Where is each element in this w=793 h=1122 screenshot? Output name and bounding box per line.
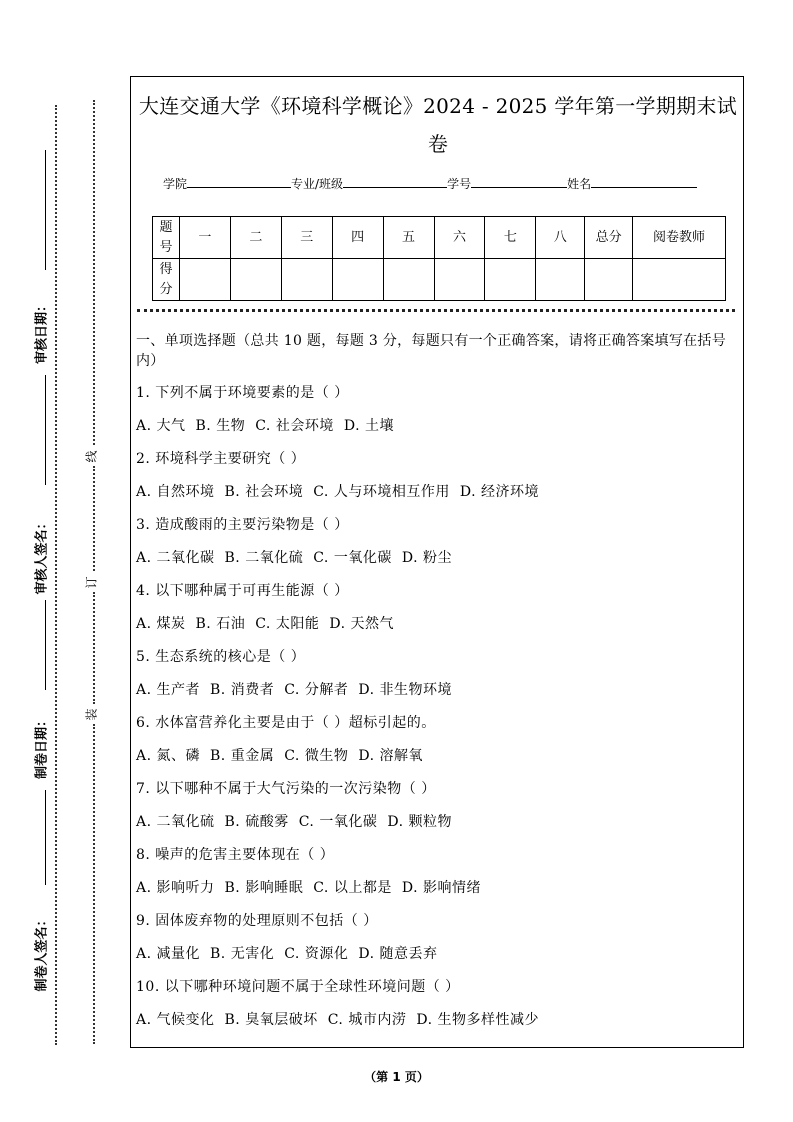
option-a: A. 生产者	[136, 682, 201, 698]
option-c: C. 一氧化碳	[298, 814, 378, 830]
question-8: 8. 噪声的危害主要体现在（ ）	[136, 847, 335, 863]
score-cell[interactable]	[230, 259, 281, 301]
question-10-options	[136, 1010, 738, 1043]
option-d: D. 土壤	[343, 418, 394, 434]
score-header-cell: 题号	[153, 217, 180, 259]
option-d: D. 生物多样性减少	[416, 1012, 539, 1028]
option-a: A. 气候变化	[136, 1012, 215, 1028]
exam-frame	[130, 76, 744, 1048]
option-a: A. 煤炭	[136, 616, 186, 632]
score-header-cell: 五	[383, 217, 434, 259]
margin-line	[45, 790, 46, 885]
binding-dotted-line	[93, 466, 95, 571]
option-d: D. 颗粒物	[387, 814, 452, 830]
option-c: C. 以上都是	[313, 880, 392, 896]
question-6: 6. 水体富营养化主要是由于（ ）超标引起的。	[136, 715, 436, 731]
score-header-cell: 四	[332, 217, 383, 259]
exam-title-line1: 大连交通大学《环境科学概论》2024 - 2025 学年第一学期期末试	[138, 94, 738, 118]
score-header-cell: 七	[485, 217, 536, 259]
option-d: D. 溶解氧	[358, 748, 423, 764]
paper-maker-signature-label: 制卷人签名：	[34, 913, 50, 992]
score-cell[interactable]	[585, 259, 633, 301]
binding-dotted-line	[93, 100, 95, 445]
page-number: （第 1 页）	[364, 1070, 429, 1084]
major-class-blank[interactable]	[343, 175, 447, 188]
option-c: C. 一氧化碳	[313, 550, 392, 566]
question-2: 2. 环境科学主要研究（ ）	[136, 451, 306, 467]
name-blank[interactable]	[591, 175, 697, 188]
question-1-options	[136, 416, 738, 449]
question-3: 3. 造成酸雨的主要污染物是（ ）	[136, 517, 349, 533]
score-cell[interactable]	[434, 259, 485, 301]
exam-title-line2: 卷	[427, 132, 449, 156]
option-a: A. 氮、磷	[136, 748, 201, 764]
score-table-header-row	[153, 217, 726, 259]
review-date-label: 审核日期：	[34, 299, 50, 365]
score-header-cell: 一	[179, 217, 230, 259]
question-4-options	[136, 614, 738, 647]
option-a: A. 大气	[136, 418, 186, 434]
question-3-options	[136, 548, 738, 581]
binding-char-xian: 线	[84, 450, 99, 463]
student-info-row	[163, 175, 697, 192]
question-5: 5. 生态系统的核心是（ ）	[136, 649, 306, 665]
question-10: 10. 以下哪种环境问题不属于全球性环境问题（ ）	[136, 979, 460, 995]
separator-dotted-line	[137, 309, 735, 312]
option-d: D. 粉尘	[401, 550, 452, 566]
student-id-blank[interactable]	[471, 175, 567, 188]
option-a: A. 自然环境	[136, 484, 215, 500]
option-a: A. 减量化	[136, 946, 201, 962]
score-cell[interactable]	[633, 259, 726, 301]
option-b: B. 影响睡眠	[224, 880, 304, 896]
option-c: C. 微生物	[284, 748, 349, 764]
question-7: 7. 以下哪种不属于大气污染的一次污染物（ ）	[136, 781, 436, 797]
option-c: C. 资源化	[284, 946, 349, 962]
option-b: B. 社会环境	[224, 484, 304, 500]
option-b: B. 消费者	[210, 682, 275, 698]
question-7-options	[136, 812, 738, 845]
section-title: 一、单项选择题（总共 10 题，每题 3 分，每题只有一个正确答案，请将正确答案填写在括号内）	[136, 333, 727, 369]
option-b: B. 硫酸雾	[224, 814, 289, 830]
score-cell[interactable]	[179, 259, 230, 301]
option-c: C. 城市内涝	[327, 1012, 407, 1028]
score-header-cell: 阅卷教师	[633, 217, 726, 259]
option-a: A. 影响听力	[136, 880, 215, 896]
binding-char-zhuang: 装	[84, 708, 99, 721]
exam-title	[131, 87, 745, 163]
option-b: B. 臭氧层破坏	[224, 1012, 318, 1028]
score-row-label: 得分	[153, 259, 180, 301]
margin-dotted-line	[55, 105, 57, 1045]
score-table-score-row	[153, 259, 726, 301]
option-b: B. 无害化	[210, 946, 275, 962]
margin-line	[45, 600, 46, 690]
margin-line	[45, 150, 46, 270]
college-label: 学院	[163, 177, 188, 191]
option-c: C. 太阳能	[255, 616, 320, 632]
option-c: C. 人与环境相互作用	[313, 484, 450, 500]
binding-char-ding: 订	[84, 576, 99, 589]
reviewer-signature-label: 审核人签名：	[34, 516, 50, 595]
binding-dotted-line	[93, 592, 95, 704]
question-8-options	[136, 878, 738, 911]
name-label: 姓名	[567, 177, 592, 191]
option-c: C. 社会环境	[255, 418, 334, 434]
paper-date-label: 制卷日期：	[34, 714, 50, 780]
option-c: C. 分解者	[284, 682, 349, 698]
question-1: 1. 下列不属于环境要素的是（ ）	[136, 385, 349, 401]
student-id-label: 学号	[447, 177, 472, 191]
question-9-options	[136, 944, 738, 977]
option-d: D. 经济环境	[459, 484, 539, 500]
option-b: B. 重金属	[210, 748, 275, 764]
question-4: 4. 以下哪种属于可再生能源（ ）	[136, 583, 349, 599]
question-6-options	[136, 746, 738, 779]
score-header-cell: 二	[230, 217, 281, 259]
score-header-cell: 总分	[585, 217, 633, 259]
score-cell[interactable]	[383, 259, 434, 301]
option-b: B. 生物	[195, 418, 246, 434]
question-2-options	[136, 482, 738, 515]
score-cell[interactable]	[332, 259, 383, 301]
score-cell[interactable]	[536, 259, 585, 301]
questions-section	[136, 331, 738, 1043]
score-table	[152, 216, 726, 301]
score-header-cell: 三	[281, 217, 332, 259]
option-b: B. 二氧化硫	[224, 550, 304, 566]
score-cell[interactable]	[485, 259, 536, 301]
option-d: D. 天然气	[329, 616, 394, 632]
question-9: 9. 固体废弃物的处理原则不包括（ ）	[136, 913, 378, 929]
option-d: D. 非生物环境	[358, 682, 452, 698]
option-d: D. 随意丢弃	[358, 946, 438, 962]
option-a: A. 二氧化硫	[136, 814, 215, 830]
option-b: B. 石油	[195, 616, 246, 632]
binding-dotted-line	[93, 724, 95, 1044]
score-header-cell: 六	[434, 217, 485, 259]
score-header-cell: 八	[536, 217, 585, 259]
college-blank[interactable]	[187, 175, 291, 188]
margin-line	[45, 375, 46, 485]
option-d: D. 影响情绪	[401, 880, 481, 896]
score-cell[interactable]	[281, 259, 332, 301]
question-5-options	[136, 680, 738, 713]
option-a: A. 二氧化碳	[136, 550, 215, 566]
major-class-label: 专业/班级	[291, 177, 344, 191]
